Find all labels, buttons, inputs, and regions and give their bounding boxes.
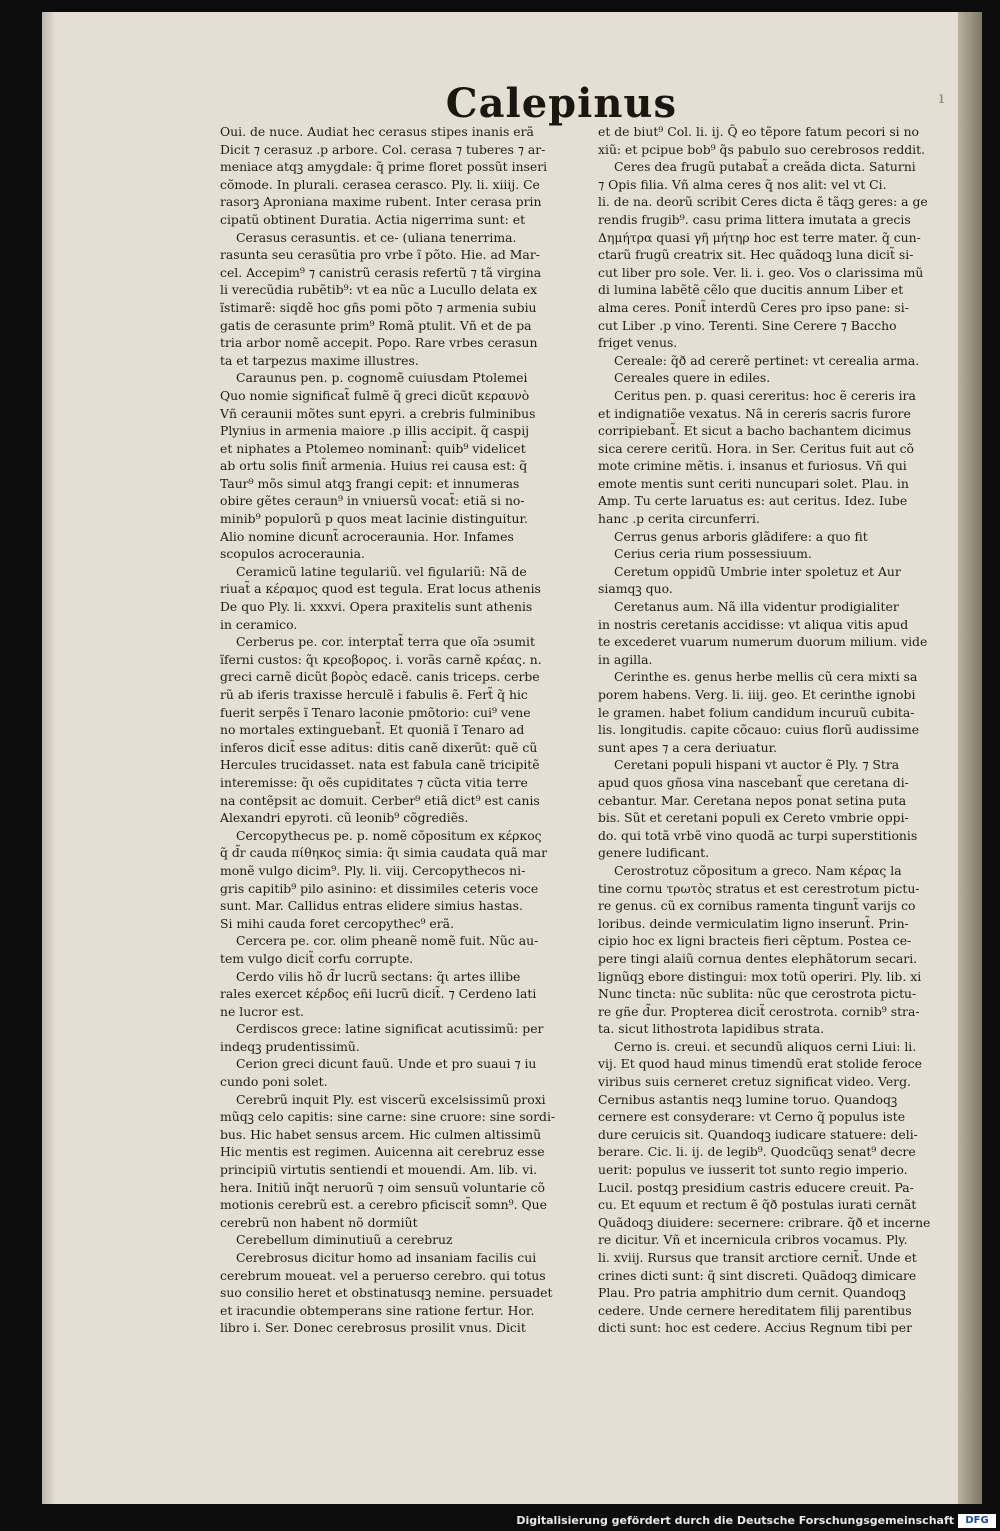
text-line: greci carnẽ dicũt βορὸς edacẽ. canis triceps. cerbe	[220, 669, 540, 685]
text-line: tria arbor nomẽ accepit. Popo. Rare vrbes cerasun	[220, 335, 538, 351]
text-line: sunt. Mar. Callidus entras elidere simius hastas.	[220, 898, 523, 914]
text-line: Cerasus cerasuntis. et ce- (uliana tenerrima.	[236, 229, 517, 245]
text-line: bus. Hic habet sensus arcem. Hic culmen altissimũ	[220, 1126, 542, 1142]
text-line: li. xviij. Rursus que transit arctiore cernit̃. Unde et	[598, 1250, 917, 1265]
text-line: Cerno is. creui. et secundũ aliquos cerni Liui: li.	[614, 1038, 917, 1054]
text-line: interemisse: q̃ι oẽs cupiditates ⁊ cũcta vitia terre	[220, 774, 528, 790]
text-line: Alio nomine dicunt̃ acroceraunia. Hor. Infames	[220, 528, 514, 544]
text-line: Lucil. postqꝫ presidium castris educere creuit. Pa-	[598, 1179, 914, 1195]
text-line: Ceretum oppidũ Umbrie inter spoletuz et Aur	[614, 563, 901, 579]
text-line: ĩferni custos: q̃ι κρεοβορος. i. vorãs carnẽ κρέας. n.	[220, 651, 542, 667]
text-line: cu. Et equum et rectum ẽ q̃ð postulas iurati cernãt	[598, 1197, 917, 1213]
text-line: li. de na. deorũ scribit Ceres dicta ẽ tãqꝫ geres: a ge	[598, 194, 928, 210]
text-line: et indignatiõe vexatus. Nã in cereris sacris furore	[598, 405, 911, 421]
text-line: Nunc tincta: nũc sublita: nũc que cerostrota pictu-	[598, 986, 917, 1002]
text-line: do. qui totã vrbẽ vino quodã ac turpi superstitionis	[598, 827, 918, 843]
text-line: di lumina labẽtẽ cẽlo que ducitis annum Liber et	[598, 282, 904, 298]
text-line: fuerit serpẽs ĩ Tenaro laconie pmõtorio: cui⁹ vene	[220, 704, 531, 720]
text-line: cerebrũ non habent nõ dormiũt	[220, 1214, 418, 1230]
text-line: principiũ virtutis sentiendi et mouendi. Am. lib. vi.	[220, 1162, 538, 1178]
text-line: Amp. Tu certe laruatus es: aut ceritus. Idez. Iube	[598, 493, 908, 509]
text-line: rendis frugib⁹. casu prima littera imutata a grecis	[598, 211, 911, 227]
text-line: Ceretani populi hispani vt auctor ẽ Ply. ⁊ Stra	[614, 757, 900, 773]
text-line: et de biut⁹ Col. li. ij. Q̃ eo tẽpore fatum pecori si no	[598, 124, 920, 139]
text-line: ⁊ Opis filia. Vñ alma ceres q̃ nos alit: vel vt Ci.	[598, 176, 887, 192]
text-line: Cerius ceria rium possessiuum.	[614, 546, 812, 562]
text-line: indeqꝫ prudentissimũ.	[220, 1038, 360, 1054]
text-line: cerebrum moueat. vel a peruerso cerebro. qui totus	[220, 1267, 546, 1283]
text-line: Plynius in armenia maiore .p illis accipit. q̃ caspij	[220, 423, 530, 439]
text-line: Δημήτρα quasi γῆ μήτηρ hoc est terre mater. q̃ cun-	[598, 229, 921, 245]
text-line: ne lucror est.	[220, 1003, 304, 1019]
text-line: cel. Accepim⁹ ⁊ canistrũ cerasis refertũ ⁊ tã virgina	[220, 264, 542, 280]
text-line: Caraunus pen. p. cognomẽ cuiusdam Ptolemei	[236, 370, 528, 386]
text-line: Alexandri epyroti. cũ leonib⁹ cõgrediẽs.	[220, 810, 469, 826]
text-line: cedere. Unde cernere hereditatem filij parentibus	[598, 1302, 912, 1318]
text-line: Quãdoqꝫ diuidere: secernere: cribrare. q̃ð et incerne	[598, 1214, 931, 1230]
text-line: in nostris ceretanis accidisse: vt aliqua vitis apud	[598, 616, 909, 632]
text-line: dicti sunt: hoc est cedere. Accius Regnum tibi per	[598, 1320, 912, 1336]
right-text-column	[598, 123, 964, 1337]
text-line: genere ludificant.	[598, 845, 710, 861]
text-line: ĩstimarẽ: siqdẽ hoc gñs pomi põto ⁊ armenia subiu	[220, 299, 537, 315]
text-line: friget venus.	[598, 335, 678, 351]
text-line: cipio hoc ex ligni bracteis fieri cẽptum. Postea ce-	[598, 933, 912, 949]
text-line: berare. Cic. li. ij. de legib⁹. Quodcũqꝫ senat⁹ decre	[598, 1144, 916, 1160]
text-line: ta. sicut lithostrota lapidibus strata.	[598, 1021, 825, 1037]
text-line: Cerdiscos grece: latine significat acutissimũ: per	[236, 1021, 544, 1037]
text-line: gris capitib⁹ pilo asinino: et dissimiles ceteris voce	[220, 880, 539, 896]
text-line: na contẽpsit ac domuit. Cerber⁹ etiã dict⁹ est canis	[220, 792, 540, 808]
text-line: le gramen. habet folium candidum incuruũ cubita-	[598, 704, 915, 720]
text-line: ctarũ frugũ creatrix sit. Hec quãdoqꝫ luna dicit̃ si-	[598, 247, 914, 263]
text-line: meniace atqꝫ amygdale: q̃ prime floret possũt inseri	[220, 159, 548, 175]
text-line: ab ortu solis finit̃ armenia. Huius rei causa est: q̃	[220, 458, 528, 474]
text-line: Dicit ⁊ cerasuz .p arbore. Col. cerasa ⁊ tuberes ⁊ ar-	[220, 141, 546, 157]
text-line: Vñ ceraunii mõtes sunt epyri. a crebris fulminibus	[220, 405, 536, 421]
text-line: Hercules trucidasset. nata est fabula canẽ tricipitẽ	[220, 757, 540, 773]
text-line: inferos dicit̃ esse aditus: ditis canẽ dixerũt: quẽ cũ	[220, 739, 538, 755]
text-line: xiũ: et pcipue bob⁹ q̃s pabulo suo cerebrosos reddit.	[598, 141, 926, 157]
text-line: mote crimine mẽtis. i. insanus et furiosus. Vñ qui	[598, 458, 907, 474]
text-line: alma ceres. Ponit̃ interdũ Ceres pro ipso pane: si-	[598, 299, 909, 315]
text-line: Ceres dea frugũ putabat̃ a creãda dicta. Saturni	[614, 159, 916, 175]
text-line: cundo poni solet.	[220, 1074, 328, 1090]
text-line: Cerebrũ inquit Ply. est viscerũ excelsissimũ proxi	[236, 1091, 546, 1107]
text-line: q̃ d̃r cauda πίθηκος simia: q̃ι simia caudata quã mar	[220, 845, 548, 861]
text-line: Hic mentis est regimen. Auicenna ait cerebruz esse	[220, 1144, 545, 1160]
text-line: Quo nomie significat̃ fulmẽ q̃ greci dicũt κεραυνὸ	[220, 387, 530, 403]
text-line: apud quos gñosa vina nascebant̃ que ceretana di-	[598, 774, 909, 790]
text-line: lis. longitudis. capite cõcauo: cuius florũ audissime	[598, 722, 920, 738]
text-line: tine cornu τρωτὸς stratus et est cerestrotum pictu-	[598, 880, 920, 896]
text-line: rales exercet κέρδος eñi lucrũ dicit̃. ⁊ Cerdeno lati	[220, 986, 537, 1002]
text-line: dure ceruicis sit. Quandoqꝫ iudicare statuere: deli-	[598, 1126, 918, 1142]
text-line: Cercera pe. cor. olim pheanẽ nomẽ fuit. Nũc au-	[236, 933, 539, 949]
text-line: monẽ vulgo dicim⁹. Ply. li. viij. Cercopythecos ni-	[220, 862, 526, 878]
text-line: cernere est consyderare: vt Cerno q̃ populus iste	[598, 1109, 906, 1125]
text-line: Taur⁹ mõs simul atqꝫ frangi cepit: et innumeras	[220, 475, 520, 491]
text-line: rasorꝫ Aproniana maxime rubent. Inter cerasa prin	[220, 194, 542, 210]
dfg-logo: DFG	[958, 1514, 996, 1528]
text-line: emote mentis sunt ceriti nuncupari solet. Plau. in	[598, 475, 909, 491]
text-line: re genus. cũ ex cornibus ramenta tingunt̃ varijs co	[598, 898, 916, 914]
text-line: sica cerere ceritũ. Hora. in Ser. Ceritus fuit aut cõ	[598, 440, 914, 456]
page-gutter-shadow	[42, 12, 56, 1504]
text-line: re gñe d̃ur. Propterea dicit̃ cerostrota. cornib⁹ stra-	[598, 1003, 920, 1019]
text-line: porem habens. Verg. li. iiij. geo. Et cerinthe ignobi	[598, 687, 916, 702]
text-line: uerit: populus ve iusserit tot sunto regio imperio.	[598, 1162, 908, 1178]
text-line: siamqꝫ quo.	[598, 581, 673, 597]
text-line: Cernibus astantis neqꝫ lumine toruo. Quandoqꝫ	[598, 1091, 898, 1107]
text-line: pere tingi alaiũ cornua dentes elephãtorum secari.	[598, 950, 918, 966]
text-line: suo consilio heret et obstinatusqꝫ nemine. persuadet	[220, 1285, 553, 1301]
corner-mark: ı	[938, 88, 944, 107]
text-line: rasunta seu cerasũtia pro vrbe ĩ põto. Hie. ad Mar-	[220, 247, 540, 263]
text-line: Cerberus pe. cor. interptat̃ terra que oĩa ↄsumit	[236, 634, 535, 650]
text-line: no mortales extinguebant̃. Et quoniã ĩ Tenaro ad	[220, 722, 525, 738]
text-line: loribus. deinde vermiculatim ligno inserunt̃. Prin-	[598, 915, 909, 931]
text-line: Cereale: q̃ð ad cererẽ pertinet: vt cerealia arma.	[614, 352, 920, 368]
text-line: Ceramicũ latine tegulariũ. vel figulariũ: Nã de	[236, 563, 527, 579]
text-line: Cerion greci dicunt fauũ. Unde et pro suaui ⁊ iu	[236, 1056, 537, 1072]
text-line: corripiebant̃. Et sicut a bacho bachantem dicimus	[598, 423, 912, 439]
text-line: lignũqꝫ ebore distingui: mox totũ operiri. Ply. lib. xi	[598, 968, 922, 984]
text-line: viribus suis cerneret cretuz significat video. Verg.	[598, 1074, 911, 1090]
text-line: cebantur. Mar. Ceretana nepos ponat setina puta	[598, 792, 907, 808]
text-line: De quo Ply. li. xxxvi. Opera praxitelis sunt athenis	[220, 599, 533, 615]
text-line: Ceritus pen. p. quasi cereritus: hoc ẽ cereris ira	[614, 387, 916, 403]
text-line: Cerebellum diminutiuũ a cerebruz	[236, 1232, 453, 1248]
text-line: Cercopythecus pe. p. nomẽ cõpositum ex κέρκος	[236, 827, 542, 843]
text-line: Cereales quere in ediles.	[614, 370, 771, 386]
text-line: vij. Et quod haud minus timendũ erat stolide feroce	[598, 1056, 922, 1072]
text-line: in ceramico.	[220, 616, 298, 632]
text-line: te excederet vuarum numerum duorum milium. vide	[598, 634, 928, 650]
text-line: Cerebrosus dicitur homo ad insaniam facilis cui	[236, 1250, 537, 1265]
text-line: Cerostrotuz cõpositum a greco. Nam κέρας la	[614, 862, 902, 878]
text-line: hera. Initiũ inq̃t neruorũ ⁊ oim sensuũ voluntarie cõ	[220, 1179, 545, 1195]
text-line: in agilla.	[598, 651, 653, 667]
text-line: tem vulgo dicit̃ corfu corrupte.	[220, 950, 414, 966]
footer-credit: Digitalisierung gefördert durch die Deutsche Forschungsgemeinschaft	[516, 1514, 954, 1527]
running-head: Calepinus	[445, 80, 677, 127]
footer-bar	[0, 1511, 1000, 1531]
text-line: riuat̃ a κέραμος quod est tegula. Erat locus athenis	[220, 581, 541, 597]
text-line: ta et tarpezus maxime illustres.	[220, 352, 419, 368]
text-line: cut liber pro sole. Ver. li. i. geo. Vos o clarissima mũ	[598, 264, 924, 280]
text-line: scopulos acroceraunia.	[220, 546, 365, 562]
text-line: Cerinthe es. genus herbe mellis cũ cera mixti sa	[614, 669, 918, 685]
text-line: obire gẽtes ceraun⁹ in vniuersũ vocat̃: etiã si no-	[220, 493, 525, 509]
text-line: gatis de cerasunte prim⁹ Romã ptulit. Vñ et de pa	[220, 317, 532, 333]
text-line: Plau. Pro patria amphitrio dum cernit. Quandoqꝫ	[598, 1285, 906, 1301]
text-line: sunt apes ⁊ a cera deriuatur.	[598, 739, 778, 755]
text-line: et niphates a Ptolemeo nominant̃: quib⁹ videlicet	[220, 440, 526, 456]
text-line: li verecũdia rubẽtib⁹: vt ea nũc a Lucullo delata ex	[220, 282, 538, 298]
text-line: Si mihi cauda foret cercopythec⁹ erã.	[220, 915, 455, 931]
text-line: motionis cerebrũ est. a cerebro pficiscit̃ somn⁹. Que	[220, 1197, 547, 1213]
text-line: mũqꝫ celo capitis: sine carne: sine cruore: sine sordi-	[220, 1109, 556, 1125]
text-line: et iracundie obtemperans sine ratione fertur. Hor.	[220, 1302, 535, 1318]
text-line: rũ ab iferis traxisse herculẽ i fabulis ẽ. Fert̃ q̃ hic	[220, 687, 528, 702]
text-line: Ceretanus aum. Nã illa videntur prodigialiter	[614, 599, 899, 615]
text-line: cipatũ obtinent Duratia. Actia nigerrima sunt: et	[220, 211, 526, 227]
text-line: cut Liber .p vino. Terenti. Sine Cerere ⁊ Baccho	[598, 317, 897, 333]
text-line: Oui. de nuce. Audiat hec cerasus stipes inanis erã	[220, 124, 534, 139]
text-line: re dicitur. Vñ et incernicula cribros vocamus. Ply.	[598, 1232, 908, 1248]
left-text-column	[220, 123, 576, 1337]
text-line: hanc .p cerita circunferri.	[598, 511, 760, 527]
text-line: crines dicti sunt: q̃ sint discreti. Quãdoqꝫ dimicare	[598, 1267, 917, 1283]
text-line: cõmode. In plurali. cerasea cerasco. Ply. li. xiiij. Ce	[220, 176, 540, 192]
text-line: libro i. Ser. Donec cerebrosus prosilit vnus. Dicit	[220, 1320, 526, 1336]
text-line: minib⁹ populorũ p quos meat lacinie distinguitur.	[220, 511, 528, 527]
text-line: Cerdo vilis hõ d̃r lucrũ sectans: q̃ι artes illibe	[236, 968, 521, 984]
text-line: Cerrus genus arboris glãdifere: a quo fit	[614, 528, 868, 544]
text-line: bis. Sũt et ceretani populi ex Cereto vmbrie oppi-	[598, 810, 909, 826]
